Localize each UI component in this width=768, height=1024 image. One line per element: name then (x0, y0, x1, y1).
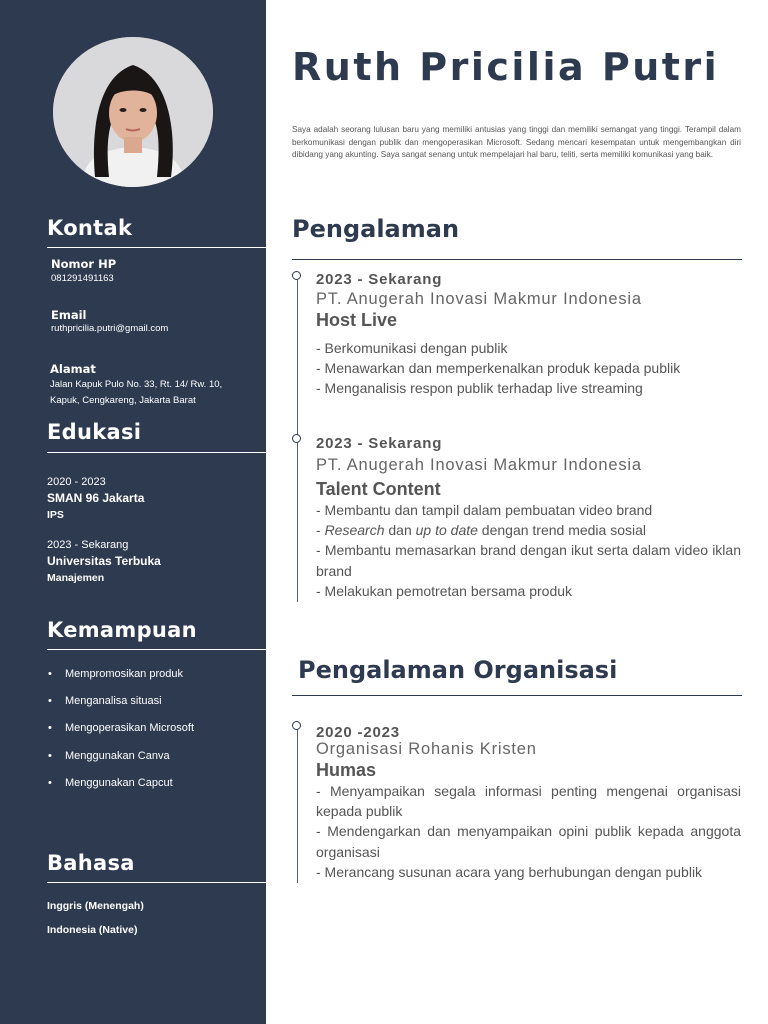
address-line-1: Jalan Kapuk Pulo No. 33, Rt. 14/ Rw. 10, (50, 379, 223, 390)
job-duties (316, 338, 741, 399)
duty-item: - Research dan up to date dengan trend media sosial (316, 522, 647, 539)
job-duties (316, 500, 741, 601)
education-divider (47, 452, 266, 453)
education-school: Universitas Terbuka (47, 554, 161, 568)
education-school: SMAN 96 Jakarta (47, 491, 145, 505)
duty-item: - Melakukan pemotretan bersama produk (316, 582, 573, 599)
email-label: Email (51, 308, 87, 322)
skill-item: • Mempromosikan produk (48, 668, 183, 680)
org-role: Humas (316, 760, 377, 780)
skill-item: • Mengoperasikan Microsoft (48, 722, 195, 735)
phone-label: Nomor HP (51, 257, 117, 271)
phone-value: 081291491163 (51, 273, 114, 284)
job-role: Talent Content (316, 479, 441, 499)
timeline-dot (292, 434, 301, 443)
duty-item: - Menyampaikan segala informasi penting mengenai organisasi kepada publik (316, 783, 741, 820)
organization-divider (292, 695, 742, 696)
education-major: Manajemen (47, 572, 105, 584)
bullet-icon: • (48, 722, 52, 735)
email-value: ruthpricilia.putri@gmail.com (51, 323, 169, 334)
bullet-icon: • (48, 749, 52, 762)
job-company: PT. Anugerah Inovasi Makmur Indonesia (316, 290, 642, 308)
duty-item: - Menawarkan dan memperkenalkan produk kepada publik (316, 360, 681, 377)
bullet-icon: • (48, 668, 52, 680)
education-major: IPS (47, 509, 64, 521)
education-years: 2023 - Sekarang (47, 539, 129, 551)
languages-heading: Bahasa (47, 851, 135, 875)
skill-item: • Menggunakan Capcut (48, 776, 173, 789)
org-name: Organisasi Rohanis Kristen (316, 740, 537, 758)
duty-item: - Mendengarkan dan menyampaikan opini publik kepada anggota organisasi (316, 823, 741, 860)
address-label: Alamat (50, 362, 96, 376)
skills-heading: Kemampuan (47, 618, 197, 642)
bullet-icon: • (48, 695, 52, 708)
portrait-image (53, 37, 213, 187)
profile-photo (53, 37, 213, 187)
duty-item: - Merancang susunan acara yang berhubungan dengan publik (316, 863, 703, 880)
duty-item: - Menganalisis respon publik terhadap live streaming (316, 380, 643, 397)
duty-item: - Membantu memasarkan brand dengan ikut serta dalam video iklan brand (316, 542, 741, 579)
job-date: 2023 - Sekarang (316, 435, 443, 452)
job-date: 2023 - Sekarang (316, 271, 443, 288)
skill-item: • Menggunakan Canva (48, 749, 170, 762)
bullet-icon: • (48, 776, 52, 789)
education-years: 2020 - 2023 (47, 476, 106, 488)
job-company: PT. Anugerah Inovasi Makmur Indonesia (316, 456, 642, 474)
sidebar (0, 0, 266, 1024)
address-line-2: Kapuk, Cengkareng, Jakarta Barat (50, 395, 196, 406)
experience-heading: Pengalaman (292, 215, 460, 243)
contact-divider (47, 247, 266, 248)
experience-divider (292, 259, 742, 260)
duty-item: - Membantu dan tampil dalam pembuatan video brand (316, 502, 653, 518)
language-item: Inggris (Menengah) (47, 900, 144, 912)
job-role: Host Live (316, 310, 398, 330)
page-title: Ruth Pricilia Putri (292, 45, 720, 89)
org-duties (316, 781, 741, 882)
education-heading: Edukasi (47, 420, 142, 444)
duty-item: - Berkomunikasi dengan publik (316, 340, 508, 356)
timeline-line (297, 726, 299, 883)
language-item: Indonesia (Native) (47, 924, 138, 936)
contact-heading: Kontak (47, 216, 133, 240)
timeline-dot (292, 271, 301, 280)
skill-item: • Menganalisa situasi (48, 695, 162, 708)
skills-list (47, 667, 194, 803)
org-date: 2020 -2023 (316, 724, 400, 741)
skills-divider (47, 649, 266, 650)
profile-summary: Saya adalah seorang lulusan baru yang memiliki antusias yang tinggi dan memiliki semangat yang tinggi. Terampil dalam berkomunikasi dengan publik dan mengoperasikan Microsoft. Sedang mencari kesempatan untuk mengembangkan diri dibidang yang akunting. Saya sangat senang untuk mempelajari hal baru, teliti, serta memiliki komunikasi yang baik. (292, 125, 741, 160)
organization-heading: Pengalaman Organisasi (298, 656, 618, 684)
timeline-dot (292, 721, 301, 730)
languages-divider (47, 882, 266, 883)
